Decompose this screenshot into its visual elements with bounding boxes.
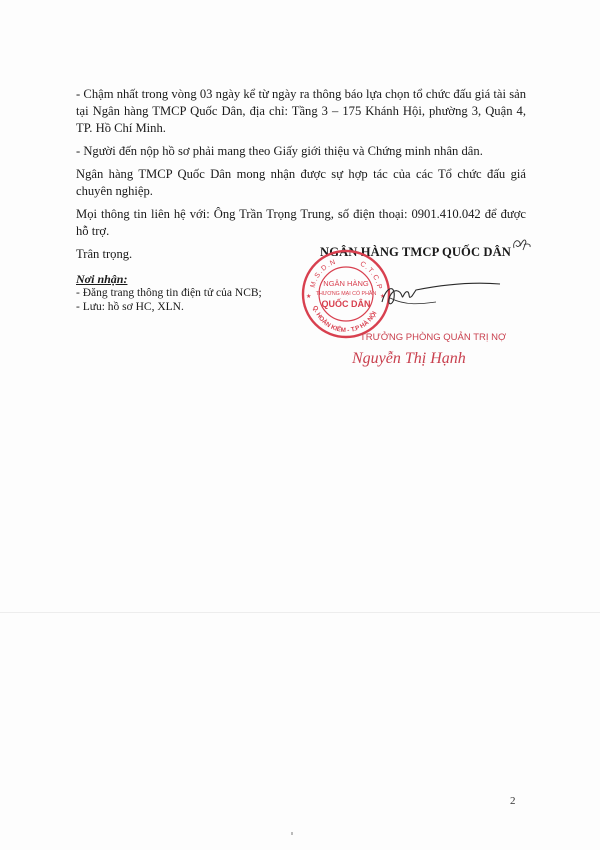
svg-text:★: ★ bbox=[380, 293, 386, 300]
seal-center-line1: NGÂN HÀNG bbox=[323, 279, 369, 288]
handwritten-signature bbox=[376, 276, 506, 316]
svg-text:★: ★ bbox=[306, 293, 312, 300]
seal-center-line3: QUỐC DÂN bbox=[321, 299, 371, 309]
page-fold-line bbox=[0, 612, 600, 613]
signer-name: Nguyễn Thị Hạnh bbox=[352, 350, 466, 367]
recipient-item: - Lưu: hồ sơ HC, XLN. bbox=[76, 301, 184, 313]
seal-center-line2: THƯƠNG MẠI CỔ PHẦN bbox=[315, 291, 377, 297]
paragraph-deadline: - Chậm nhất trong vòng 03 ngày kể từ ngày ra thông báo lựa chọn tổ chức đấu giá tài sản tại Ngân hàng TMCP Quốc Dân, địa chỉ: Tầng 3 – 175 Khánh Hội, phường 3, Quận 4, TP. Hồ Chí Minh. bbox=[76, 87, 526, 135]
paragraph-contact: Mọi thông tin liên hệ với: Ông Trần Trọng Trung, số điện thoại: 0901.410.042 để được hỗ trợ. bbox=[76, 207, 526, 238]
greeting: Trân trọng. bbox=[76, 247, 133, 261]
recipients-block bbox=[76, 272, 262, 314]
recipient-item: - Đăng trang thông tin điện tử của NCB; bbox=[76, 287, 262, 299]
paragraph-cooperation: Ngân hàng TMCP Quốc Dân mong nhận được sự hợp tác của các Tổ chức đấu giá chuyên nghiệp. bbox=[76, 167, 526, 198]
scan-speck bbox=[291, 832, 293, 835]
signature-block bbox=[306, 240, 546, 390]
seal-ring-bottom-text: Q. HOÀN KIẾM - T.P HÀ NỘI bbox=[311, 304, 379, 335]
recipients-title: Nơi nhận: bbox=[76, 272, 128, 286]
seal-ring-right-text: C.T.C.P bbox=[358, 260, 383, 291]
signer-position: TRƯỞNG PHÒNG QUẢN TRỊ NỢ bbox=[360, 332, 507, 343]
page-number: 2 bbox=[510, 795, 516, 807]
signing-bank-name: NGÂN HÀNG TMCP QUỐC DÂN bbox=[320, 245, 511, 259]
initial-mark-icon bbox=[510, 234, 534, 254]
paragraph-requirements: - Người đến nộp hồ sơ phải mang theo Giấy giới thiệu và Chứng minh nhân dân. bbox=[76, 144, 483, 158]
seal-ring-top-text: M.S.D.N bbox=[309, 258, 338, 289]
